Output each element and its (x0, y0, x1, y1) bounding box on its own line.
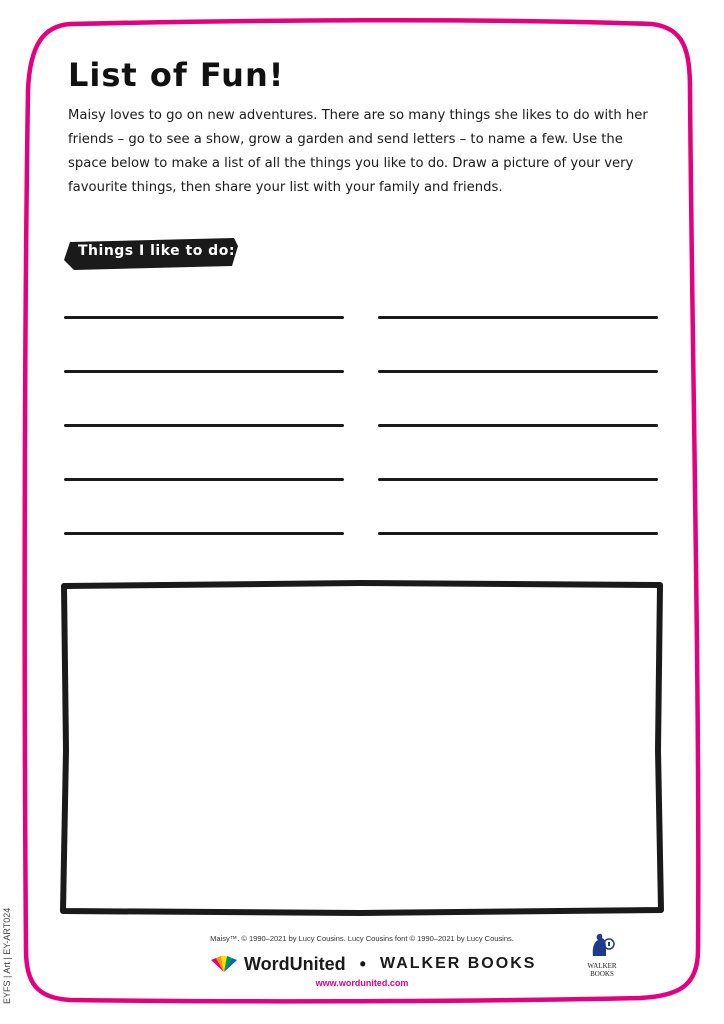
writing-line (378, 478, 658, 481)
writing-line (378, 424, 658, 427)
writing-line (64, 316, 344, 319)
wordunited-brand: WordUnited (244, 953, 346, 974)
worksheet-title: List of Fun! (68, 56, 285, 94)
writing-line (378, 532, 658, 535)
brand-separator: • (359, 953, 366, 974)
resource-code: EYFS | Art | EY-ART024 (2, 907, 12, 1004)
writing-line (64, 532, 344, 535)
writing-line (64, 370, 344, 373)
rainbow-fan-icon (210, 955, 238, 973)
website-link[interactable]: www.wordunited.com (315, 978, 409, 988)
walker-books-emblem (582, 930, 622, 982)
writing-line (378, 316, 658, 319)
emblem-caption: WALKER BOOKS (587, 962, 617, 978)
footer-brands (210, 952, 536, 976)
writing-line (64, 424, 344, 427)
intro-paragraph: Maisy loves to go on new adventures. There are so many things she likes to do with her friends – go to see a show, grow a garden and send letters – to name a few. Use the space below to make a list of all the things you like to do. Draw a picture of your very favourite things, then share your list with your family and friends. (68, 108, 648, 195)
bear-with-lamp-icon (588, 930, 616, 958)
copyright-notice: Maisy™. © 1990–2021 by Lucy Cousins. Lucy Cousins font © 1990–2021 by Lucy Cousins. (210, 934, 514, 943)
writing-line (378, 370, 658, 373)
banner-label: Things I like to do: (78, 243, 235, 259)
writing-line (64, 478, 344, 481)
walker-books-brand: WALKER BOOKS (379, 955, 537, 972)
drawing-box (60, 580, 664, 916)
